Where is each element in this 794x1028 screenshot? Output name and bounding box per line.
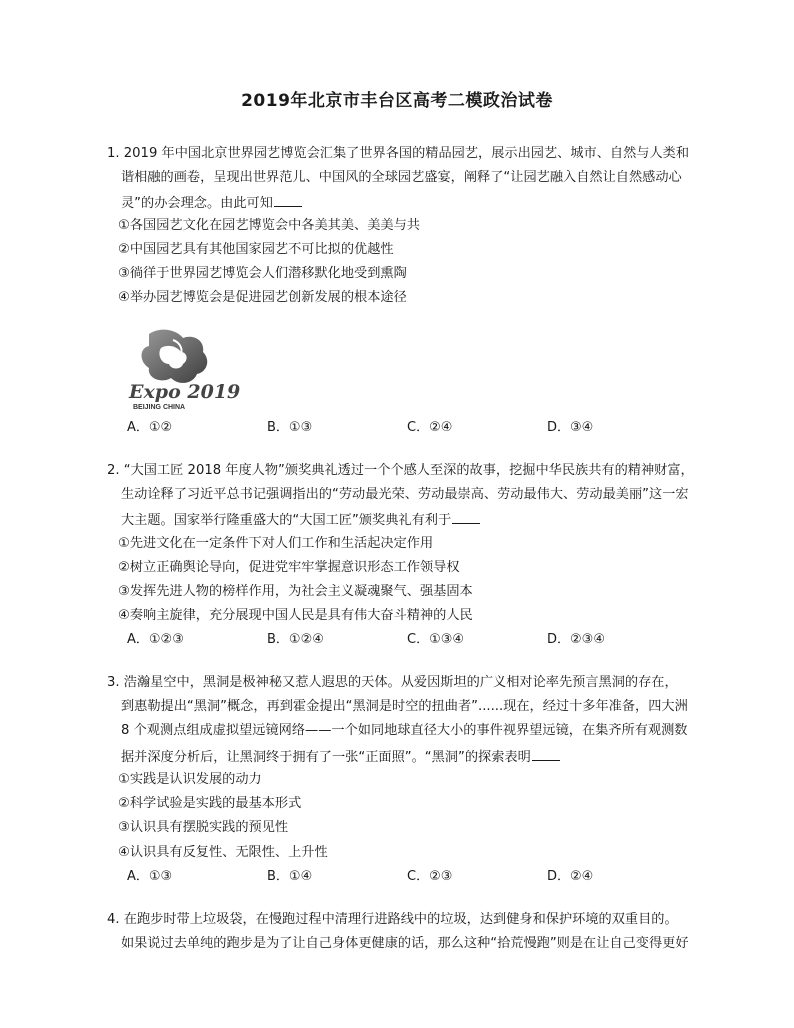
question-1-item-4: ④举办园艺博览会是促进园艺创新发展的根本途径: [118, 290, 407, 305]
question-3-choice-c: C．②③: [407, 869, 453, 884]
question-2-line-3-text: 大主题。国家举行隆重盛大的“大国工匠”颁奖典礼有利于: [121, 513, 452, 528]
answer-blank: [274, 192, 302, 207]
question-1-line-2: 谐相融的画卷，呈现出世界范儿、中国风的全球园艺盛宴，阐释了“让园艺融入自然让自然感动心: [121, 170, 682, 185]
question-2-choice-d: D．②③④: [547, 632, 605, 647]
expo-2019-logo: [127, 328, 241, 412]
question-2-choice-b: B．①②④: [267, 632, 324, 647]
question-3-line-3: 8 个观测点组成虚拟望远镜网络——一个如同地球直径大小的事件视界望远镜，在集齐所有观测数: [121, 723, 688, 738]
question-2-choice-c: C．①③④: [407, 632, 465, 647]
question-2-line-3: [121, 509, 480, 531]
question-3-choice-b: B．①④: [267, 869, 313, 884]
question-1-item-2: ②中国园艺具有其他国家园艺不可比拟的优越性: [118, 242, 394, 257]
question-3-item-4: ④认识具有反复性、无限性、上升性: [118, 845, 328, 860]
question-1-line-3: [121, 192, 302, 214]
question-3-item-2: ②科学试验是实践的最基本形式: [118, 796, 302, 811]
question-3-choice-d: D．②④: [547, 869, 594, 884]
question-1-line-3-text: 灵”的办会理念。由此可知: [121, 196, 273, 211]
question-1-item-3: ③徜徉于世界园艺博览会人们潜移默化地受到熏陶: [118, 266, 407, 281]
question-1-item-1: ①各国园艺文化在园艺博览会中各美其美、美美与共: [118, 218, 420, 233]
question-1-choice-b: B．①③: [267, 420, 313, 435]
question-4-line-1: 4. 在跑步时带上垃圾袋，在慢跑过程中清理行进路线中的垃圾，达到健身和保护环境的双重目的。: [107, 912, 678, 927]
answer-blank: [532, 746, 560, 761]
question-2-item-4: ④奏响主旋律，充分展现中国人民是具有伟大奋斗精神的人民: [118, 608, 473, 623]
question-4-line-2: 如果说过去单纯的跑步是为了让自己身体更健康的话，那么这种“拾荒慢跑”则是在让自己变得更好: [121, 936, 689, 951]
question-1-choice-d: D．③④: [547, 420, 594, 435]
question-2-item-3: ③发挥先进人物的榜样作用，为社会主义凝魂聚气、强基固本: [118, 584, 473, 599]
logo-wordmark: Expo 2019: [129, 381, 241, 403]
question-3-item-1: ①实践是认识发展的动力: [118, 772, 262, 787]
question-1-choice-c: C．②④: [407, 420, 453, 435]
question-1-line-1: 1. 2019 年中国北京世界园艺博览会汇集了世界各国的精品园艺，展示出园艺、城市、自然与人类和: [107, 146, 690, 161]
question-1-choice-a: A．①②: [127, 420, 173, 435]
question-3-line-2: 到惠勒提出“黑洞”概念，再到霍金提出“黑洞是时空的扭曲者”......现在，经过十多年准备，四大洲: [121, 699, 688, 714]
expo-flower-icon: [127, 328, 241, 412]
logo-subtitle: BEIJING CHINA: [133, 404, 186, 411]
question-2-item-1: ①先进文化在一定条件下对人们工作和生活起决定作用: [118, 536, 434, 551]
question-2-line-2: 生动诠释了习近平总书记强调指出的“劳动最光荣、劳动最崇高、劳动最伟大、劳动最美丽”这一宏: [121, 487, 689, 502]
question-3-line-4: [121, 746, 560, 768]
answer-blank: [452, 509, 480, 524]
question-3-item-3: ③认识具有摆脱实践的预见性: [118, 820, 289, 835]
question-2-line-1: 2. “大国工匠 2018 年度人物”颁奖典礼透过一个个感人至深的故事，挖掘中华民族共有的精神财富，: [107, 463, 694, 478]
question-3-choice-a: A．①③: [127, 869, 173, 884]
page-title: 2019年北京市丰台区高考二模政治试卷: [241, 91, 553, 111]
question-2-choice-a: A．①②③: [127, 632, 184, 647]
question-3-line-4-text: 据并深度分析后，让黑洞终于拥有了一张“正面照”。“黑洞”的探索表明: [121, 750, 531, 765]
question-2-item-2: ②树立正确舆论导向，促进党牢牢掌握意识形态工作领导权: [118, 560, 460, 575]
question-3-line-1: 3. 浩瀚星空中，黑洞是极神秘又惹人遐思的天体。从爱因斯坦的广义相对论率先预言黑洞的存在，: [107, 675, 678, 690]
